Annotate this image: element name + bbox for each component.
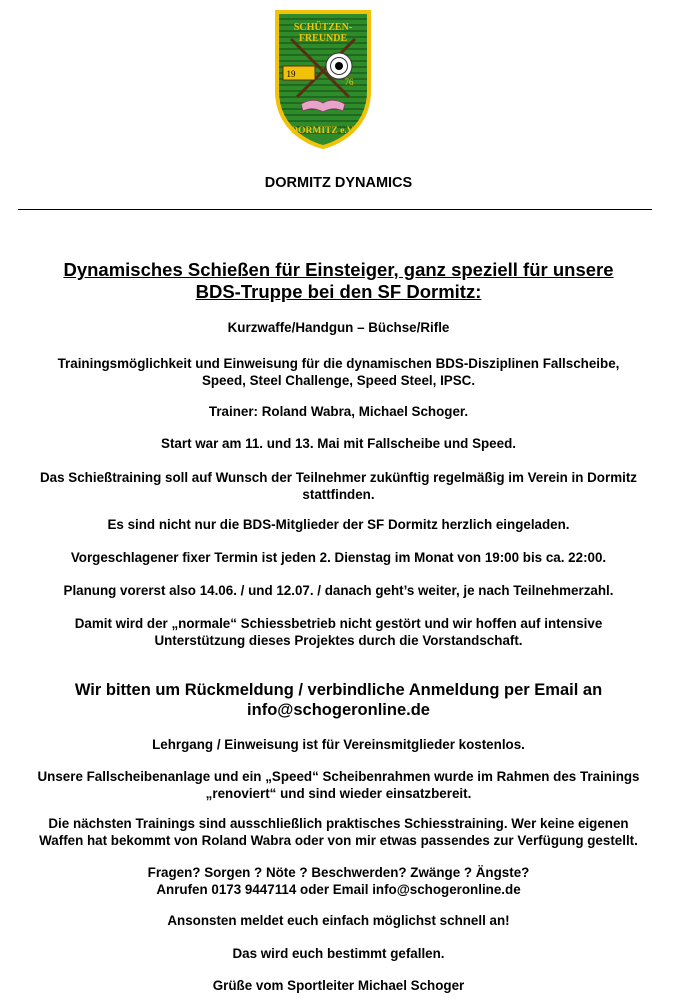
planning-text: Planung vorerst also 14.06. / und 12.07. / danach geht’s weiter, je nach Teilnehmerzahl.: [63, 583, 614, 598]
club-logo: [273, 9, 373, 150]
logo-year-left: 19: [286, 69, 296, 79]
logo-bottom-text: DORMITZ e.V.: [291, 126, 355, 136]
training-paragraph: [0, 355, 677, 389]
invited-text: Es sind nicht nur die BDS-Mitglieder der SF Dormitz herzlich eingeladen.: [107, 517, 570, 532]
request-paragraph: [0, 680, 677, 720]
divider: [18, 209, 652, 210]
regular-line1: Das Schießtraining soll auf Wunsch der Teilnehmer zukünftig regelmäßig im Verein in Dormitz: [40, 470, 637, 485]
renovated-paragraph: [0, 768, 677, 802]
logo-line1: SCHÜTZEN-: [293, 22, 353, 33]
trainer-text: Trainer: Roland Wabra, Michael Schoger.: [208, 404, 469, 419]
training-line2: Speed, Steel Challenge, Speed Steel, IPSC.: [201, 373, 476, 388]
training-line1: Trainingsmöglichkeit und Einweisung für die dynamischen BDS-Disziplinen Fallscheibe,: [57, 356, 620, 371]
next-line1: Die nächsten Trainings sind ausschließlich praktisches Schiesstraining. Wer keine eigenen: [48, 816, 629, 831]
next-paragraph: [0, 815, 677, 849]
next-line2: Waffen hat bekommt von Roland Wabra oder von mir etwas passendes zur Verfügung gestellt.: [39, 833, 638, 848]
request-line1: Wir bitten um Rückmeldung / verbindliche Anmeldung per Email an: [74, 681, 603, 699]
disciplines-text: Kurzwaffe/Handgun – Büchse/Rifle: [227, 320, 450, 335]
normal-paragraph: [0, 615, 677, 649]
logo-year-right: 76: [344, 77, 354, 87]
start-text: Start war am 11. und 13. Mai mit Fallscheibe und Speed.: [161, 436, 516, 451]
org-title: DORMITZ DYNAMICS: [264, 175, 413, 191]
normal-line1: Damit wird der „normale“ Schiessbetrieb nicht gestört und wir hoffen auf intensive: [74, 616, 603, 631]
normal-line2: Unterstützung dieses Projektes durch die Vorstandschaft.: [154, 633, 523, 648]
questions-paragraph: [0, 864, 677, 898]
renovated-line1: Unsere Fallscheibenanlage und ein „Speed“ Scheibenrahmen wurde im Rahmen des Trainings: [37, 769, 640, 784]
regular-line2: stattfinden.: [302, 487, 375, 502]
free-text: Lehrgang / Einweisung ist für Vereinsmitglieder kostenlos.: [152, 737, 525, 752]
headline-line2: BDS-Truppe bei den SF Dormitz:: [195, 281, 482, 302]
request-email: info@schogeronline.de: [247, 701, 430, 719]
contact-line: Anrufen 0173 9447114 oder Email info@schogeronline.de: [156, 882, 521, 897]
enjoy-text: Das wird euch bestimmt gefallen.: [232, 946, 445, 961]
greeting-text: Grüße vom Sportleiter Michael Schoger: [212, 978, 465, 993]
headline: [0, 259, 677, 303]
signup-text: Ansonsten meldet euch einfach möglichst schnell an!: [167, 913, 510, 928]
renovated-line2: „renoviert“ und sind wieder einsatzbereit.: [205, 786, 472, 801]
headline-line1: Dynamisches Schießen für Einsteiger, ganz speziell für unsere: [63, 259, 614, 280]
schedule-text: Vorgeschlagener fixer Termin ist jeden 2. Dienstag im Monat von 19:00 bis ca. 22:00.: [70, 550, 607, 565]
regular-paragraph: [0, 469, 677, 503]
questions-line1: Fragen? Sorgen ? Nöte ? Beschwerden? Zwänge ? Ängste?: [147, 865, 530, 880]
logo-line2: FREUNDE: [298, 33, 348, 44]
